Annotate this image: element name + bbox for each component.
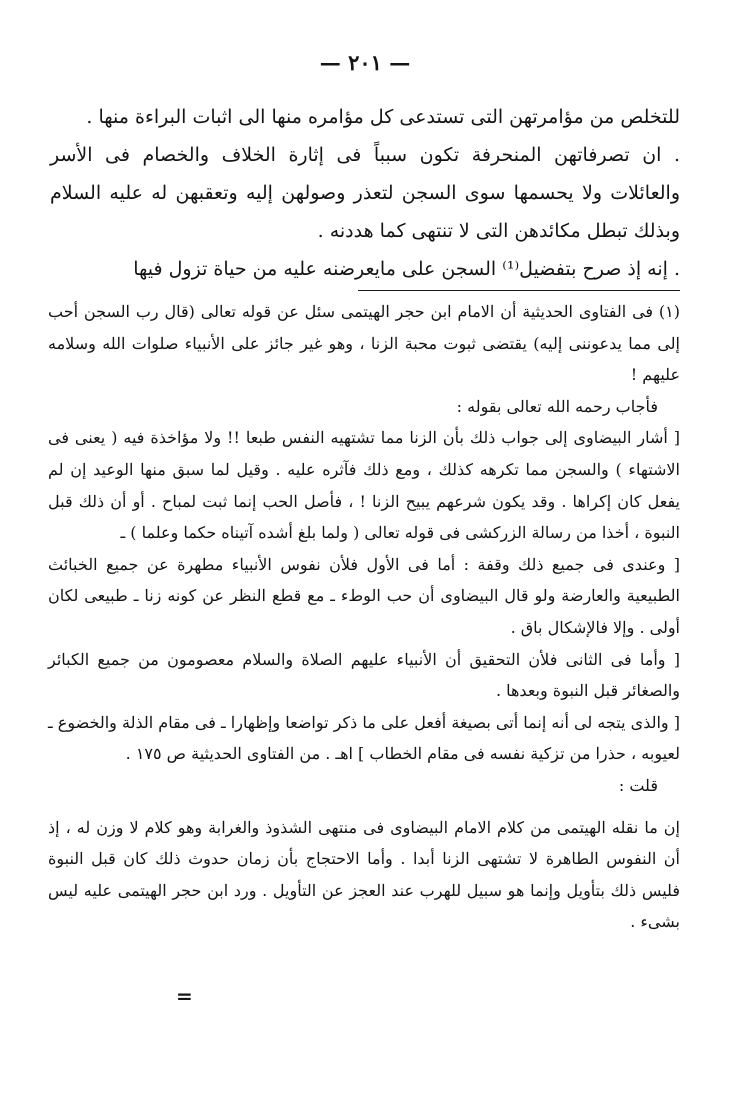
main-text [50,98,680,288]
footnote-paragraph: قلت : [618,775,658,795]
footnote-paragraph: [ أشار البيضاوى إلى جواب ذلك بأن الزنا مما تشتهيه النفس طبعا !! ولا مؤاخذة فيه ( يعنى فى الاشتهاء ) والسجن مما تكرهه كذلك ، ومع ذلك فآثره عليه . وقيل لما سبق منها الوعيد إن لم يفعل كان إكراها . وقد يكون شرعهم يبيح الزنا ! ، فأصل الحب إنما ثبت لمباح . أو أن ذلك قبل النبوة ، أخذا من رسالة الزركشى فى قوله تعالى ( ولما بلغ أشده آتيناه حكما وعلما ) ـ [48,428,681,543]
body-paragraph: للتخلص من مؤامرتهن التى تستدعى كل مؤامره منها الى اثبات البراءة منها . [86,106,680,128]
footnote-paragraph: فأجاب رحمه الله تعالى بقوله : [456,396,658,416]
body-paragraph: . ان تصرفاتهن المنحرفة تكون سبباً فى إثارة الخلاف والخصام فى الأسر والعائلات ولا يحسمها سوى السجن لتعذر وصولهن إليه وتعقبهن له عليه السلام وبذلك تبطل مكائدهن التى لا تنتهى كما هددنه . [50,144,680,242]
footnote-paragraph: [ والذى يتجه لى أنه إنما أتى بصيغة أفعل على ما ذكر تواضعا وإظهارا ـ فى مقام الذلة والخضوع ـ لعيوبه ، حذرا من تزكية نفسه فى مقام الخطاب ] اهـ . من الفتاوى الحديثية ص ١٧٥ . [48,712,680,764]
footnote-divider [358,290,680,291]
footnote-paragraph: إن ما نقله الهيتمى من كلام الامام البيضاوى فى منتهى الشذوذ والغرابة وهو كلام لا وزن له ، إذ أن النفوس الطاهرة لا تشتهى الزنا أبدا . وأما الاحتجاج بأن زمان حدوث ذلك كان قبل النبوة فليس ذلك بتأويل وإنما هو سبيل للهرب عند العجز عن التأويل . ورد ابن حجر الهيتمى عليه ليس بشىء . [48,817,680,932]
footnotes [48,296,680,938]
end-mark: = [176,984,193,1008]
body-paragraph: . إنه إذ صرح بتفضيل⁽¹⁾ السجن على مايعرضنه عليه من حياة تزول فيها [133,258,680,280]
footnote-paragraph: [ وأما فى الثانى فلأن التحقيق أن الأنبياء عليهم الصلاة والسلام معصومون من جميع الكبائر والصغائر قبل النبوة وبعدها . [48,649,680,701]
footnote-paragraph: (١) فى الفتاوى الحديثية أن الامام ابن حجر الهيتمى سئل عن قوله تعالى (قال رب السجن أحب إلى مما يدعوننى إليه) يقتضى ثبوت محبة الزنا ، وهو غير جائز على الأنبياء صلوات الله وسلامه عليهم ! [48,302,680,385]
footnote-paragraph: [ وعندى فى جميع ذلك وقفة : أما فى الأول فلأن نفوس الأنبياء مطهرة عن جميع الخبائث الطبيعية والعارضة ولو قال البيضاوى أن حب الوطء ـ مع قطع النظر عن كونه زنا ـ طبيعى لكان أولى . وإلا فالإشكال باق . [48,554,680,637]
page-number: — ٢٠١ — [319,50,411,75]
